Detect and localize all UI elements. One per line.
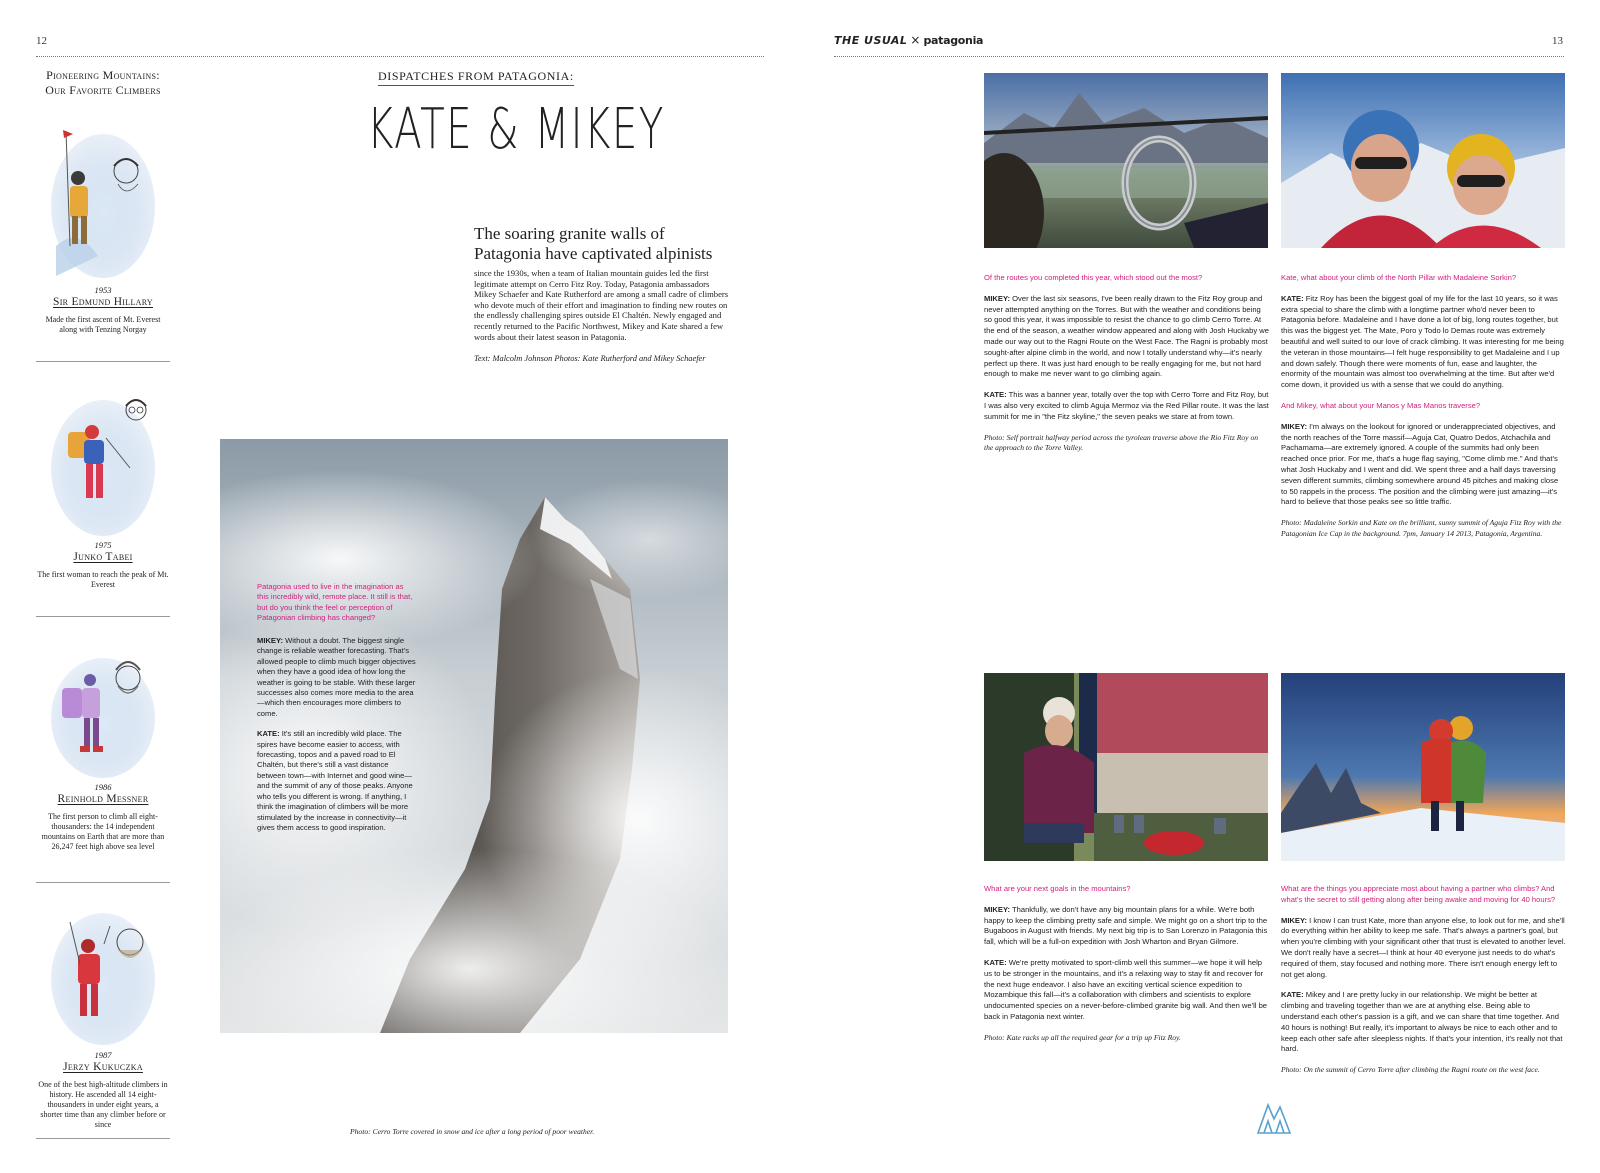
climber-name: Sir Edmund Hillary xyxy=(53,296,153,308)
speaker-label: KATE: xyxy=(984,957,1007,967)
answer-text: Over the last six seasons, I've been really drawn to the Fitz Roy group and never attempted anything on the Torres. But with the weather and conditions being so good this year, it was impossible to resist the chance to go climb Cerro Torre. At the end of the season, a weather window appeared and along with Josh Huckaby we made our way out to the Ragni Route on the West Face. The Ragni is probably most sought-after alpine climb in the world, and now I totally understand why—it's nearly perfect up there. It was just hard enough to be really engaging for me, but not hard enough to make me never want to go climbing again. xyxy=(984,293,1269,379)
photo-tyrolean-traverse xyxy=(984,73,1268,248)
answer-text: I know I can trust Kate, more than anyone else, to look out for me, and she'll do everything within her ability to keep me safe. That's always a partner's goal, but when you're climbing with your significant other that trust is elevated to another level. We don't really have a secret—I think at hour 40 everyone just needs to do what's required of them, stay focused and nothing more. There isn't enough energy left to not get along. xyxy=(1281,915,1566,979)
answer-text: This was a banner year, totally over the top with Cerro Torre and Fitz Roy, but I was also very excited to climb Aguja Mermoz via the Red Pillar route. It was the last summit for me in "the Fitz skyline," the seven peaks we stare at from town. xyxy=(984,390,1269,421)
speaker-label: KATE: xyxy=(984,390,1007,400)
header-rule-right xyxy=(834,56,1564,57)
climber-desc: Made the first ascent of Mt. Everest along with Tenzing Norgay xyxy=(45,315,161,334)
article-kicker: DISPATCHES FROM PATAGONIA: xyxy=(378,69,574,86)
answer-text: Fitz Roy has been the biggest goal of my life for the last 10 years, so it was extra special to share the climb with a longtime partner who'd never been to Patagonia before. Madaleine and I have done a lot of big, long routes together, but this was the biggest yet. The Mate, Poro y Todo lo Demas route was extremely beautiful and well suited to our love of crack climbing. It was interesting for me being the veteran in those mountains—I felt huge responsibility to get Madaleine and I up and down safely. Though there were moments of fun, ease and laughter, the enormity of the mountain was almost too overwhelming at the time. But after we'd come down, it provided us with a sense that we could do anything. xyxy=(1281,293,1564,390)
header-rule-left xyxy=(36,56,764,57)
climber-name: Junko Tabei xyxy=(73,551,133,563)
brand-logo xyxy=(834,33,983,47)
answer-kate xyxy=(984,390,1269,422)
speaker-label: MIKEY: xyxy=(984,904,1011,914)
climber-name: Reinhold Messner xyxy=(57,793,149,805)
climber-desc: The first person to climb all eight-thousanders: the 14 independent mountains on Earth that are more than 26,247 feet high above sea level xyxy=(41,812,165,851)
page-number-left: 12 xyxy=(36,35,47,47)
speaker-label: MIKEY: xyxy=(1281,421,1308,431)
answer-text: Thankfully, we don't have any big mountain plans for a while. We're both happy to keep the climbing pretty safe and simple. We might go on a short trip to the Bugaboos in August with friends. My next big trip is to San Lorenzo in Patagonia this fall, which will be a full-on expedition with Josh Wharton and Bryan Gilmore. xyxy=(984,904,1268,947)
sidebar-title-line2: Our Favorite Climbers xyxy=(45,83,161,97)
answer-text: Mikey and I are pretty lucky in our relationship. We might be better at climbing and traveling together than we are at anything else. Being able to understand each other's passion is a gift, and we can share that time together. And 40 hours is nothing! But really, it's important to always be nice to each other and to keep each other safe after sleepless nights. If that's your intention, it's really not that hard. xyxy=(1281,990,1563,1054)
photo-caption: Photo: Self portrait halfway period across the tyrolean traverse above the Rio Fitz Roy on the approach to the Torre Valley. xyxy=(984,432,1259,453)
climber-desc: One of the best high-altitude climbers in history. He ascended all 14 eight-thousanders in under eight years, a shorter time than any climber before or since xyxy=(38,1080,168,1129)
sidebar-title xyxy=(36,68,170,98)
interview-question: And Mikey, what about your Manos y Mas Manos traverse? xyxy=(1281,400,1481,410)
answer-kate xyxy=(1281,294,1566,391)
photo-summit-selfie xyxy=(1281,73,1565,248)
climber-card-messner xyxy=(36,648,170,852)
speaker-label: KATE: xyxy=(257,729,280,739)
climber-card-tabei xyxy=(36,388,170,590)
speaker-label: MIKEY: xyxy=(1281,915,1308,925)
photo-caption: Photo: Kate racks up all the required gear for a trip up Fitz Roy. xyxy=(984,1032,1181,1042)
answer-text: I'm always on the lookout for ignored or underappreciated objectives, and the north reaches of the Torre massif—Aguja Cat, Quatro Dedos, Atchachila and Pachamama—are extremely ignored. A couple of the summits had only been reached once prior. For me, that's a huge flag saying, "Come climb me." And that's what Josh Huckaby and I went and did. We spent three and a half days traversing seven different summits, climbing somewhere around 45 pitches and making close to 50 rappels in the process. The position and the climbing were just amazing—it's hard to believe that those peaks see so little traffic. xyxy=(1281,421,1559,507)
answer-mikey xyxy=(1281,916,1566,981)
article-credits: Text: Malcolm Johnson Photos: Kate Rutherford and Mikey Schaefer xyxy=(474,354,706,363)
page-number-right: 13 xyxy=(1552,35,1563,47)
interview-question: Patagonia used to live in the imagination as this incredibly wild, remote place. It still is that, but do you think the feel or perception of Patagonian climbing has changed? xyxy=(257,582,413,623)
answer-mikey xyxy=(1281,422,1566,508)
answer-mikey xyxy=(984,294,1269,380)
speaker-label: MIKEY: xyxy=(984,293,1011,303)
interview-column-4 xyxy=(1281,884,1566,1076)
answer-kate xyxy=(257,729,417,833)
answer-kate xyxy=(984,958,1269,1023)
climber-year: 1987 xyxy=(94,1050,112,1060)
climber-card-kukuczka xyxy=(36,904,170,1130)
climber-illustration-messner xyxy=(48,648,158,778)
climber-illustration-hillary xyxy=(48,126,158,281)
speaker-label: MIKEY: xyxy=(257,636,284,645)
interview-question: What are the things you appreciate most about having a partner who climbs? And what's the secret to still getting along after being awake and moving for 40 hours? xyxy=(1281,884,1556,904)
sidebar-separator xyxy=(36,882,170,883)
article-lede: The soaring granite walls of Patagonia have captivated alpinists xyxy=(474,224,713,263)
answer-mikey xyxy=(984,905,1269,948)
speaker-label: KATE: xyxy=(1281,990,1304,1000)
climber-illustration-kukuczka xyxy=(48,904,158,1046)
interview-column-3 xyxy=(984,884,1269,1043)
interview-question: Of the routes you completed this year, which stood out the most? xyxy=(984,273,1203,282)
interview-answers-main xyxy=(257,636,417,843)
photo-caption: Photo: On the summit of Cerro Torre after climbing the Ragni route on the west face. xyxy=(1281,1065,1540,1075)
photo-caption: Photo: Madaleine Sorkin and Kate on the brilliant, sunny summit of Aguja Fitz Roy with the Patagonian Ice Cap in the background. 7pm, January 14 2013, Patagonia, Argentina. xyxy=(1281,518,1562,538)
climber-desc: The first woman to reach the peak of Mt. Everest xyxy=(37,570,169,589)
interview-question: Kate, what about your climb of the North Pillar with Madaleine Sorkin? xyxy=(1281,273,1517,282)
answer-text: It's still an incredibly wild place. The spires have become easier to access, with forecasting, topos and a paved road to El Chaltén, but there's still a vast distance between town—with Internet and good wine—and the summit of any of those peaks. Anyone who tells you different is wrong. If anything, I think the imagination of climbers will be more stimulated by the increase in connectivity—it gives them access to good inspiration. xyxy=(257,729,413,832)
climber-name: Jerzy Kukuczka xyxy=(63,1061,143,1073)
article-intro: since the 1930s, when a team of Italian mountain guides led the first legitimate attempt on Cerro Fitz Roy. Today, Patagonia ambassadors Mikey Schaefer and Kate Rutherford are among a small cadre of climbers who devote much of their effort and imagination to finding new routes on the endlessly challenging spires outside El Chaltén. Newly engaged and recently returned to the Pacific Northwest, Mikey and Kate shared a few words about their latest season in Patagonia. xyxy=(474,268,729,342)
brand-usual: THE USUAL xyxy=(834,33,908,47)
climber-card-hillary xyxy=(36,126,170,335)
answer-mikey xyxy=(257,636,417,719)
climber-year: 1953 xyxy=(94,285,112,295)
climber-year: 1975 xyxy=(94,540,112,550)
interview-column-1 xyxy=(984,273,1269,454)
sidebar-separator xyxy=(36,361,170,362)
brand-times: × xyxy=(910,33,921,47)
interview-column-2 xyxy=(1281,273,1566,539)
article-title: KATE & MIKEY xyxy=(367,97,665,162)
photo-cerro-torre-summit xyxy=(1281,673,1565,861)
answer-text: We're pretty motivated to sport-climb well this summer—we hope it will help us to be stronger in the mountains, and it's a relaxing way to stay fit and recover for the next huge endeavor. I also have an exciting vertical science expedition to Mozambique this fall—it's a collaboration with climbers and scientists to explore undocumented species on a never-before-climbed granite big wall. And then we'll be back in Patagonia next winter. xyxy=(984,957,1268,1021)
sidebar-title-line1: Pioneering Mountains: xyxy=(46,68,160,82)
photo-caption: Photo: Cerro Torre covered in snow and ice after a long period of poor weather. xyxy=(350,1127,595,1136)
interview-question: What are your next goals in the mountains? xyxy=(984,884,1131,893)
sidebar-separator xyxy=(36,1138,170,1139)
sidebar-separator xyxy=(36,616,170,617)
answer-kate xyxy=(1281,990,1566,1055)
climber-illustration-tabei xyxy=(48,388,158,536)
mountain-logo-icon xyxy=(1256,1101,1292,1135)
answer-text: Without a doubt. The biggest single change is reliable weather forecasting. That's allowed people to climb much bigger objectives when they have a good idea of how long the weather is going to be stable. With these larger successes also comes more media to the area—which then encourages more climbers to come. xyxy=(257,636,416,718)
speaker-label: KATE: xyxy=(1281,293,1304,303)
photo-gear-rack xyxy=(984,673,1268,861)
climber-year: 1986 xyxy=(94,782,112,792)
brand-patagonia: patagonia xyxy=(923,33,984,47)
